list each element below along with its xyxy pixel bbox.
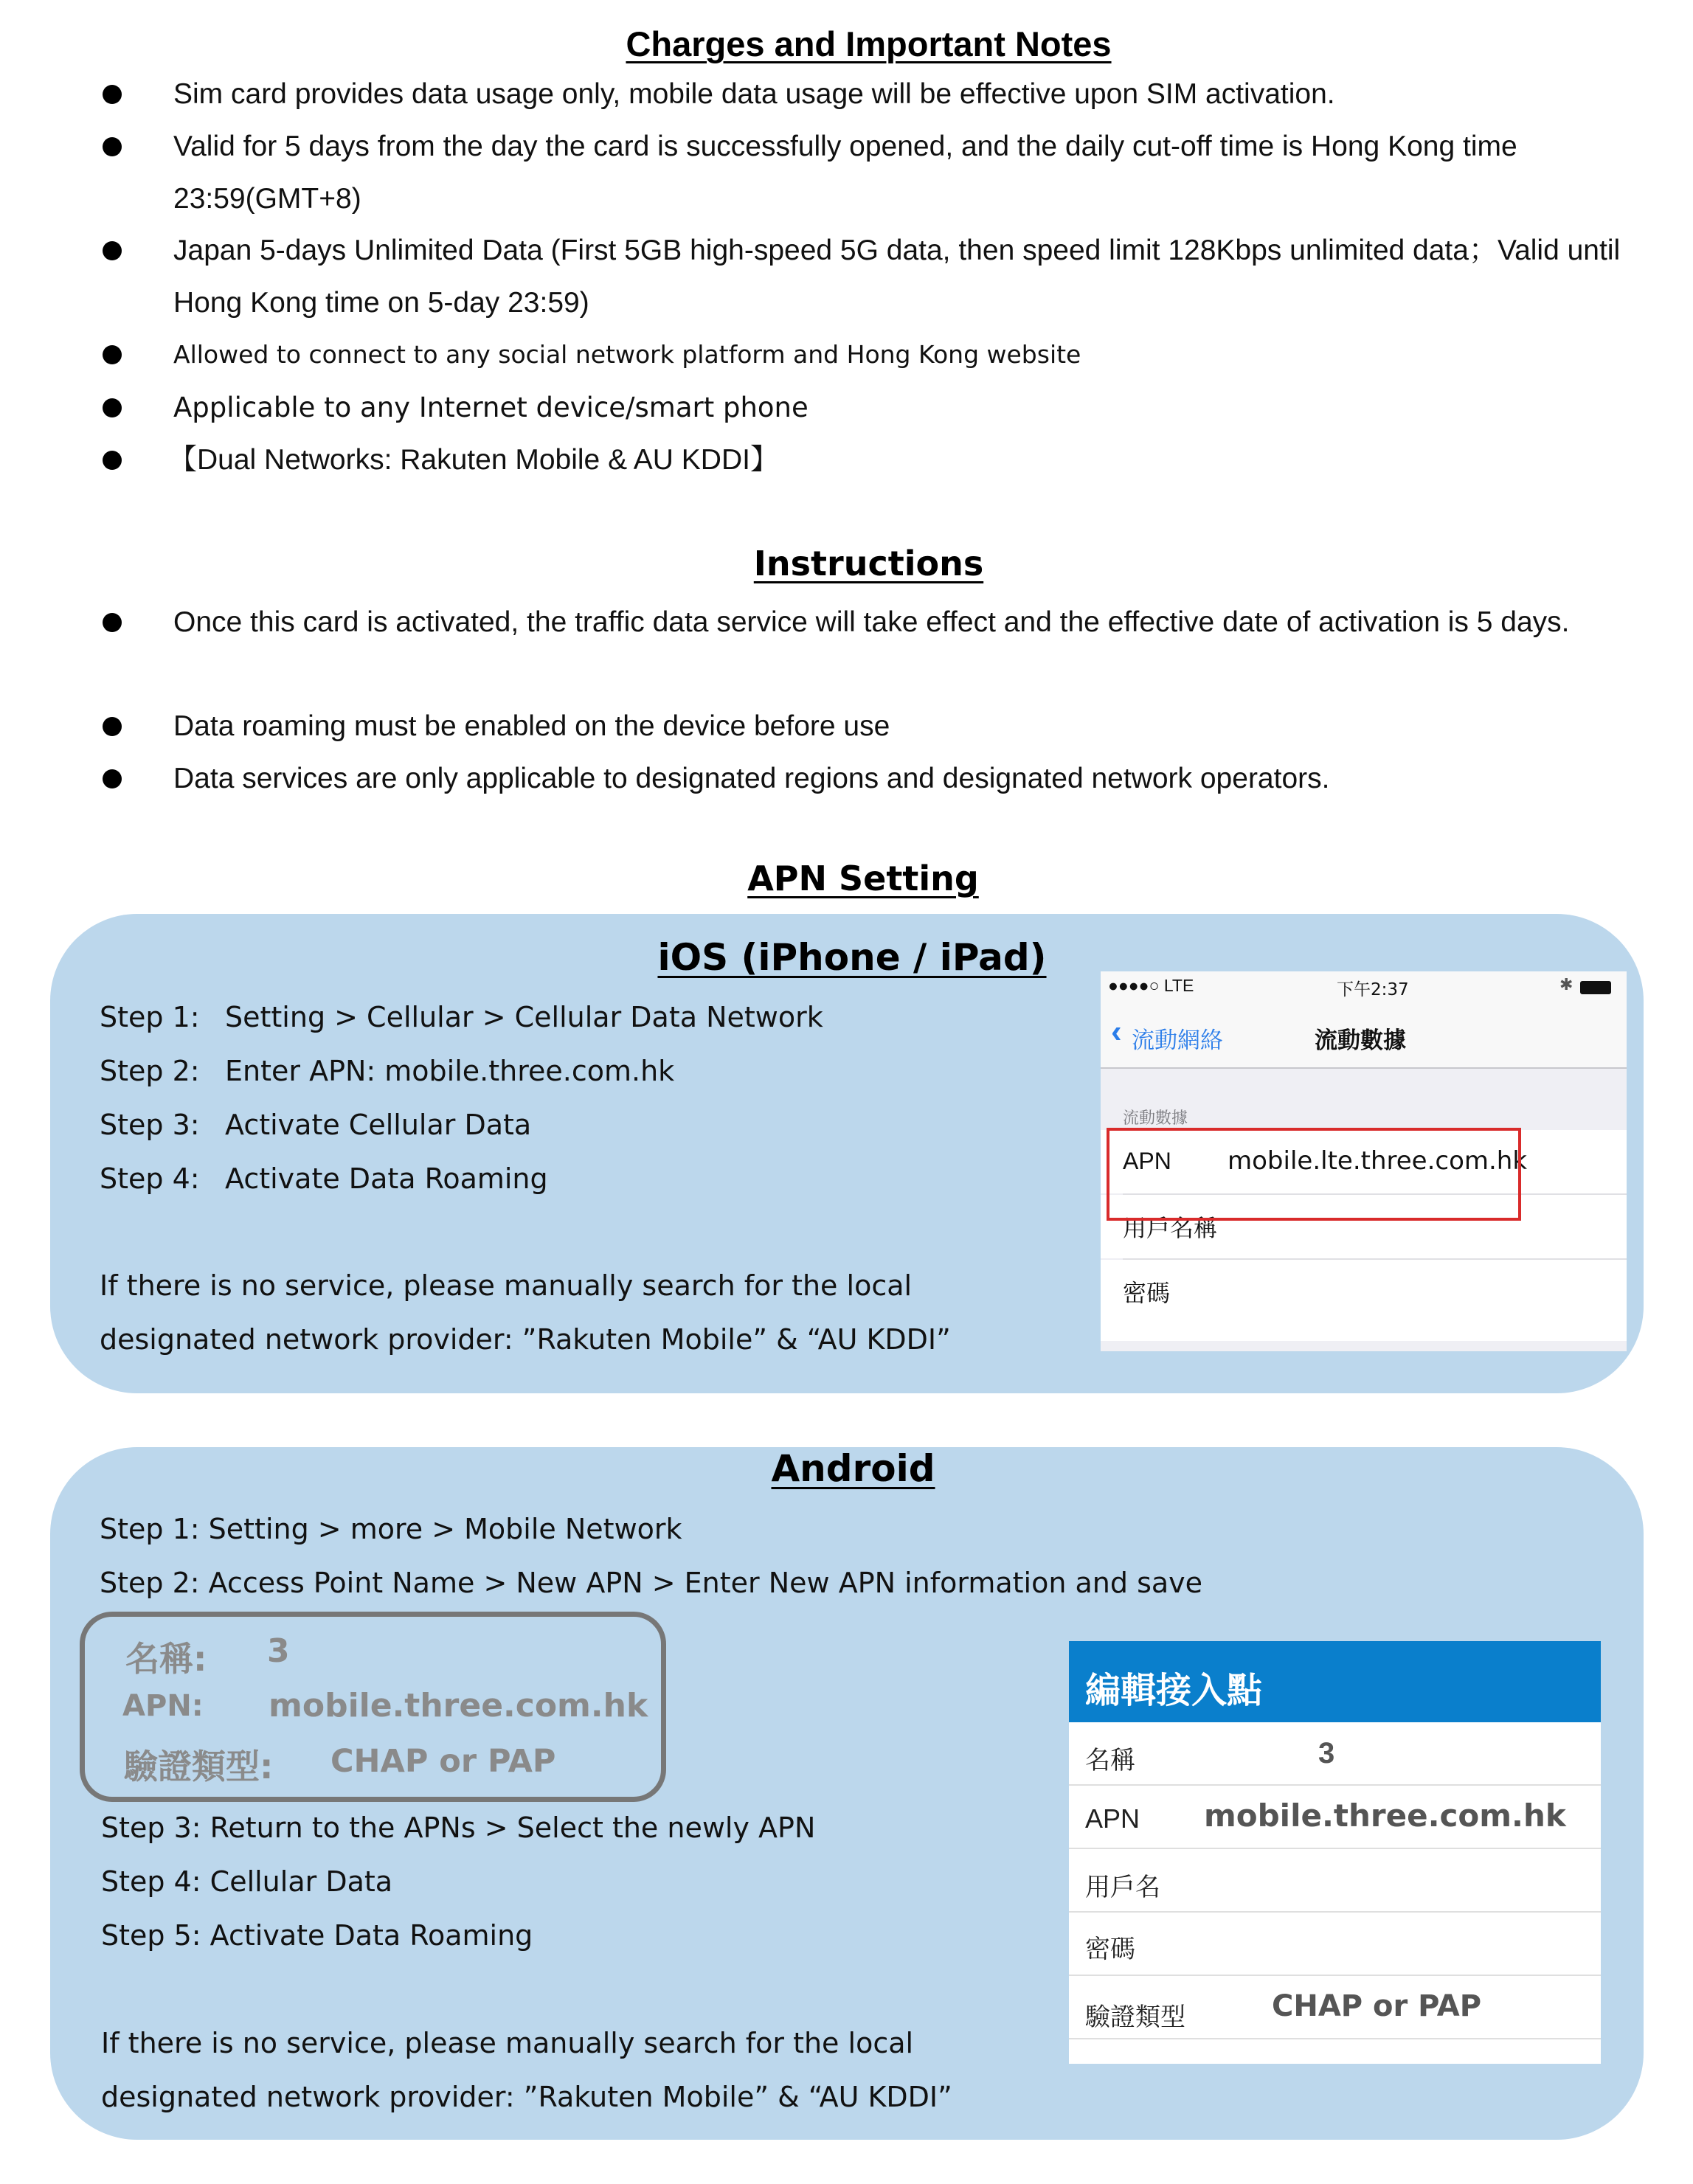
charges-item: Valid for 5 days from the day the card is successfully opened, and the daily cut-off time is Hong Kong time 23:59(GMT+8) — [173, 131, 1517, 215]
charges-item: Japan 5-days Unlimited Data (First 5GB high-speed 5G data, then speed limit 128Kbps unlimited data；Valid until Hong Kong time on 5-day 23:59) — [173, 235, 1621, 319]
ios-screenshot — [1101, 971, 1627, 1351]
instructions-item: Data roaming must be enabled on the device before use — [173, 710, 890, 742]
android-note-line: designated network provider: ”Rakuten Mobile” & “AU KDDI” — [101, 2081, 952, 2113]
password-label: 密碼 — [1085, 1935, 1135, 1964]
ios-step — [100, 1151, 548, 1206]
auth-type-label: 驗證類型 — [1085, 2003, 1185, 2032]
android-step: Step 3: Return to the APNs > Select the newly APN — [101, 1812, 816, 1844]
apn-info-auth-value: CHAP or PAP — [330, 1743, 556, 1780]
name-value: 3 — [1318, 1737, 1335, 1769]
nav-title: 流動數據 — [1315, 1027, 1406, 1054]
ios-nav-bar — [1101, 1001, 1627, 1069]
android-note-line: If there is no service, please manually search for the local — [101, 2027, 914, 2059]
username-row[interactable] — [1069, 1849, 1601, 1913]
bullet-icon — [103, 769, 122, 788]
password-row[interactable] — [1069, 1913, 1601, 1976]
android-step: Step 4: Cellular Data — [101, 1865, 393, 1898]
auth-type-row[interactable] — [1069, 1976, 1601, 2039]
step-label: Step 2: — [100, 1055, 200, 1087]
apn-value: mobile.three.com.hk — [1204, 1798, 1566, 1834]
bullet-icon — [103, 613, 122, 632]
apn-row[interactable] — [1069, 1786, 1601, 1849]
step-text: Setting > Cellular > Cellular Data Network — [225, 1001, 823, 1033]
username-label: 用戶名 — [1085, 1873, 1160, 1902]
charges-item: Applicable to any Internet device/smart phone — [173, 392, 809, 423]
android-header-bar — [1069, 1641, 1601, 1722]
bullet-icon — [103, 241, 122, 260]
instructions-title: Instructions — [753, 544, 984, 583]
carrier-signal: ●●●●○ LTE — [1108, 976, 1194, 995]
ios-step — [100, 1044, 674, 1098]
apn-setting-title: APN Setting — [747, 859, 979, 898]
apn-info-apn-label: APN: — [122, 1689, 204, 1723]
android-screenshot — [1069, 1641, 1601, 2064]
apn-value[interactable]: mobile.lte.three.com.hk — [1228, 1146, 1528, 1176]
ios-title: iOS (iPhone / iPad) — [657, 936, 1047, 979]
bullet-icon — [103, 137, 122, 156]
charges-item: Allowed to connect to any social network platform and Hong Kong website — [173, 340, 1081, 369]
ios-status-bar — [1101, 971, 1627, 1001]
android-step: Step 5: Activate Data Roaming — [101, 1919, 533, 1952]
status-time: 下午2:37 — [1337, 980, 1409, 999]
instructions-item: Once this card is activated, the traffic data service will take effect and the effective date of activation is 5 days. — [173, 606, 1570, 638]
ios-step — [100, 990, 823, 1044]
back-chevron-icon[interactable]: ‹ — [1111, 1013, 1122, 1050]
apn-label: APN — [1085, 1803, 1140, 1834]
step-text: Activate Data Roaming — [225, 1162, 548, 1195]
name-label: 名稱 — [1085, 1746, 1135, 1775]
instructions-item: Data services are only applicable to designated regions and designated network operators. — [173, 763, 1330, 794]
username-label: 用戶名稱 — [1123, 1214, 1218, 1242]
android-title: Android — [771, 1447, 935, 1490]
charges-item: 【Dual Networks: Rakuten Mobile & AU KDDI】 — [168, 444, 779, 476]
ios-step — [100, 1098, 531, 1152]
bullet-icon — [103, 85, 122, 104]
step-label: Step 1: — [100, 1001, 200, 1033]
bullet-icon — [103, 398, 122, 417]
battery-icon — [1580, 981, 1611, 994]
password-label: 密碼 — [1123, 1279, 1171, 1307]
step-text: Enter APN: mobile.three.com.hk — [225, 1055, 675, 1087]
apn-info-name-value: 3 — [267, 1632, 290, 1670]
step-label: Step 4: — [100, 1162, 200, 1195]
ios-note-line: If there is no service, please manually search for the local — [100, 1269, 913, 1302]
apn-highlight-box — [1107, 1128, 1521, 1221]
bullet-icon — [103, 451, 122, 470]
auth-type-value: CHAP or PAP — [1272, 1989, 1482, 2023]
header-title: 編輯接入點 — [1085, 1670, 1263, 1711]
bluetooth-icon: ✱ — [1559, 975, 1573, 994]
bullet-icon — [103, 345, 122, 364]
apn-label: APN — [1123, 1148, 1171, 1174]
apn-info-auth-label: 驗證類型: — [124, 1747, 274, 1786]
apn-info-name-label: 名稱: — [125, 1639, 207, 1679]
back-button[interactable]: 流動網絡 — [1132, 1027, 1223, 1054]
section-header: 流動數據 — [1123, 1109, 1188, 1128]
apn-info-apn-value: mobile.three.com.hk — [269, 1687, 648, 1724]
name-row[interactable] — [1069, 1722, 1601, 1786]
charges-title: Charges and Important Notes — [626, 24, 1112, 63]
android-step: Step 1: Setting > more > Mobile Network — [100, 1513, 682, 1545]
password-row[interactable] — [1101, 1260, 1627, 1341]
bullet-icon — [103, 717, 122, 736]
android-step: Step 2: Access Point Name > New APN > Enter New APN information and save — [100, 1567, 1203, 1599]
ios-note-line: designated network provider: ”Rakuten Mobile” & “AU KDDI” — [100, 1323, 951, 1356]
step-label: Step 3: — [100, 1109, 200, 1141]
step-text: Activate Cellular Data — [225, 1109, 532, 1141]
charges-item: Sim card provides data usage only, mobile data usage will be effective upon SIM activation. — [173, 78, 1335, 110]
